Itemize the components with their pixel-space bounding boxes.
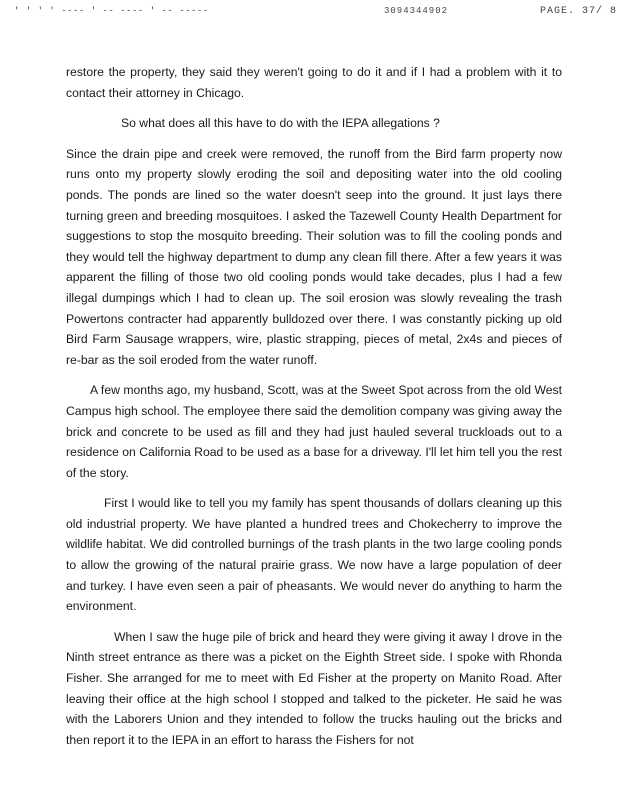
- section-question-heading: So what does all this have to do with the IEPA allegations ?: [121, 116, 440, 131]
- paragraph-sweet-spot: A few months ago, my husband, Scott, was at the Sweet Spot across from the old West Campus high school. The employee there said the demolition company was giving away the brick and concrete to be used as fill and they had just hauled several truckloads out to a residence on California Road to be used as a base for a driveway. I'll let him tell you the rest of the story.: [66, 383, 562, 480]
- paragraph-cleanup-efforts: First I would like to tell you my family has spent thousands of dollars cleaning up this old industrial property. We have planted a hundred trees and Chokecherry to improve the wildlife habitat. We did controlled burnings of the trash plants in the two large cooling ponds to allow the growing of the natural prairie grass. We now have a large population of deer and turkey. I have even seen a pair of pheasants. We would never do anything to harm the environment.: [66, 496, 562, 614]
- fax-header-number: 3094344902: [384, 6, 449, 16]
- letter-body: [66, 62, 562, 750]
- paragraph-restore-property: restore the property, they said they weren't going to do it and if I had a problem with it to contact their attorney in Chicago.: [66, 65, 562, 100]
- fax-header-page: PAGE. 37/ 8: [540, 6, 618, 17]
- fax-header-left: ' ' ' ' ---- ' -- ---- ' -- -----: [14, 6, 209, 16]
- fax-header: [14, 4, 618, 20]
- paragraph-brick-pile: When I saw the huge pile of brick and heard they were giving it away I drove in the Ninth street entrance as there was a picket on the Eighth Street side. I spoke with Rhonda Fisher. She arranged for me to meet with Ed Fisher at the property on Manito Road. After leaving their office at the high school I stopped and talked to the picketer. He said he was with the Laborers Union and they intended to follow the trucks hauling out the bricks and then report it to the IEPA in an effort to harass the Fishers for not: [66, 629, 562, 747]
- paragraph-runoff-erosion: Since the drain pipe and creek were removed, the runoff from the Bird farm property now runs onto my property slowly eroding the soil and depositing water into the old cooling ponds. The ponds are lined so the water doesn't seep into the ground. It just lays there turning green and breeding mosquitoes. I asked the Tazewell County Health Department for suggestions to stop the mosquito breeding. Their solution was to fill the cooling ponds and they would tell the highway department to dump any clean fill there. After a few years it was apparent the filling of those two old cooling ponds would take decades, plus I had a few illegal dumpings which I had to clean up. The soil erosion was slowly revealing the trash Powertons contracter had apparently bulldozed over there. I was constantly picking up old Bird Farm Sausage wrappers, wire, plastic strapping, pieces of metal, 2x4s and pieces of re-bar as the soil eroded from the water runoff.: [66, 146, 562, 367]
